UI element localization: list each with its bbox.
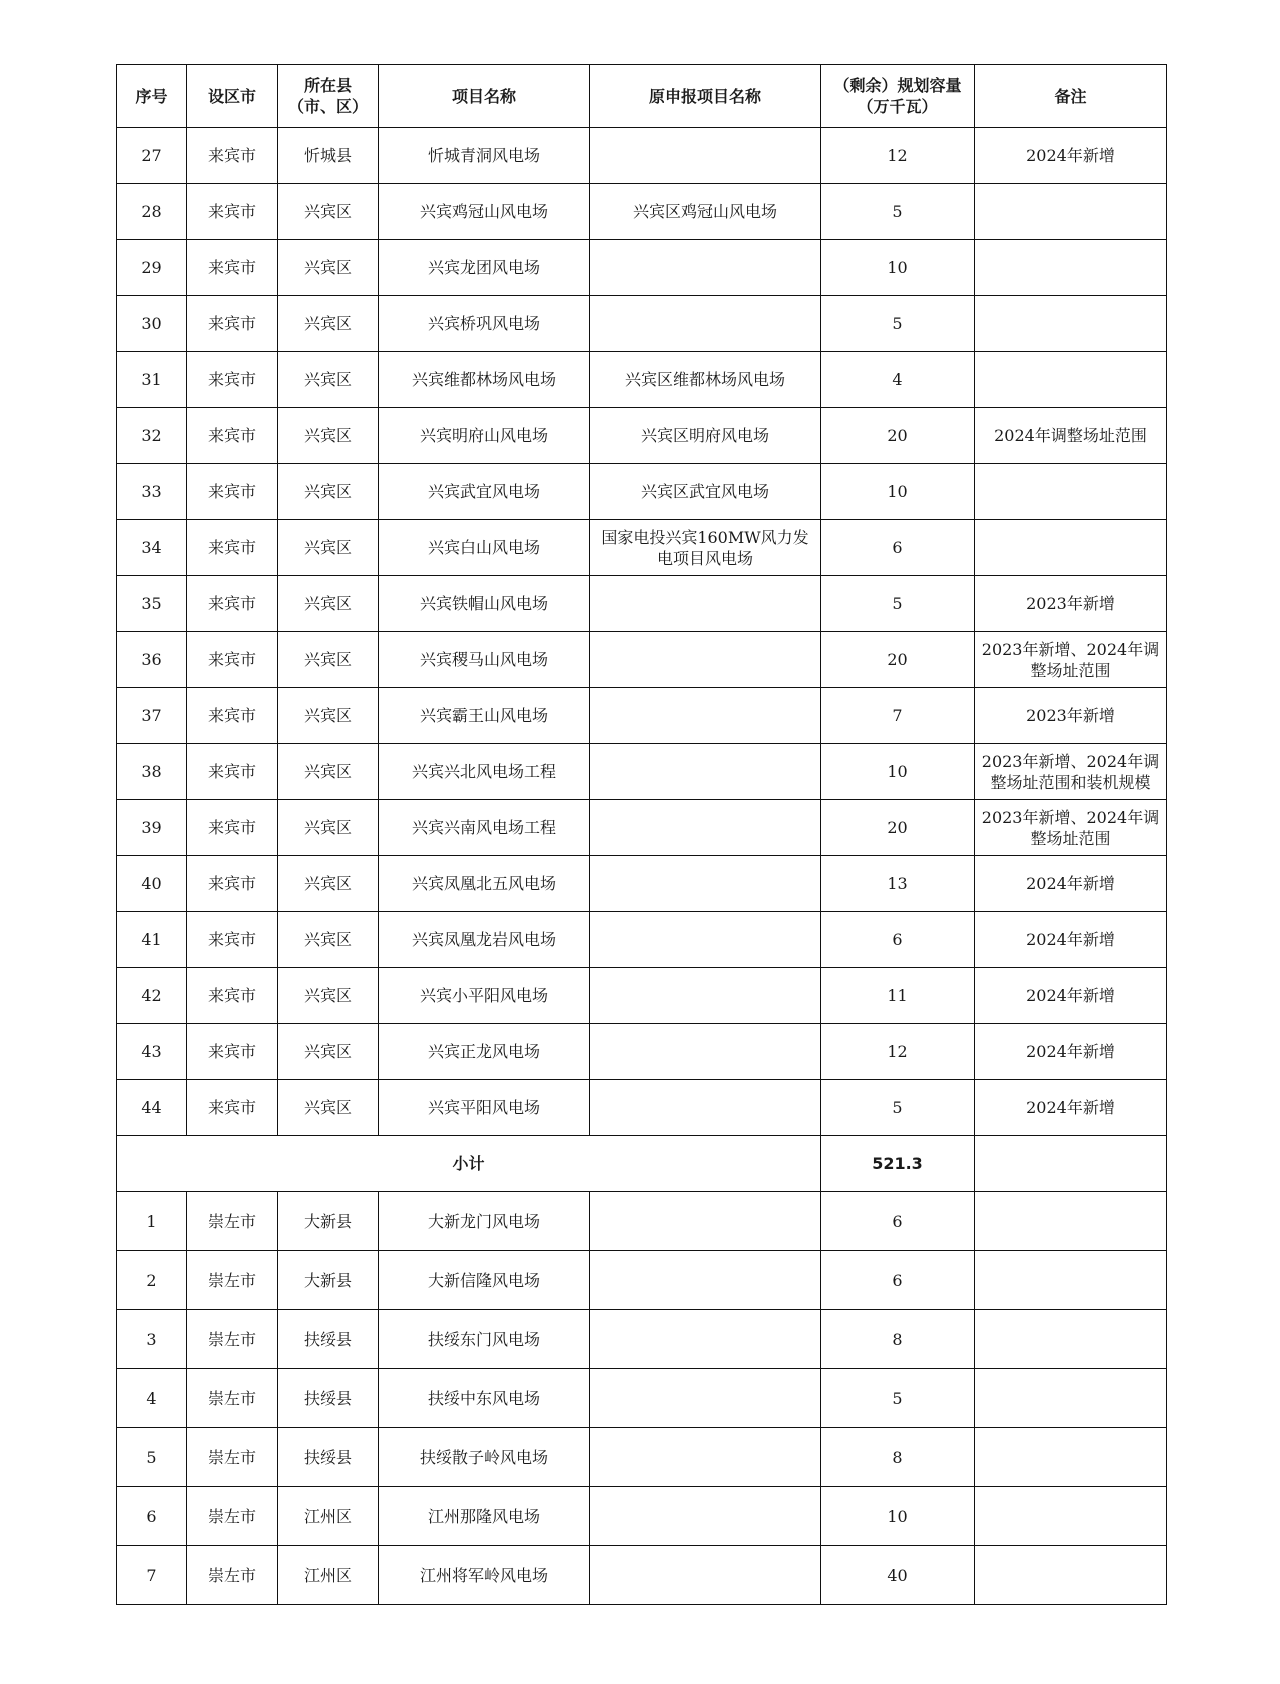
cell-capacity: 13 [821, 856, 975, 912]
cell-county: 扶绥县 [278, 1310, 379, 1369]
cell-county: 江州区 [278, 1546, 379, 1605]
cell-capacity: 10 [821, 464, 975, 520]
cell-serial-no: 43 [117, 1024, 187, 1080]
cell-county: 兴宾区 [278, 632, 379, 688]
cell-county: 大新县 [278, 1251, 379, 1310]
cell-capacity: 5 [821, 1369, 975, 1428]
cell-county: 兴宾区 [278, 408, 379, 464]
cell-remark [975, 1310, 1167, 1369]
cell-serial-no: 36 [117, 632, 187, 688]
cell-capacity: 6 [821, 912, 975, 968]
cell-serial-no: 33 [117, 464, 187, 520]
cell-original-project-name [590, 1024, 821, 1080]
cell-capacity: 40 [821, 1546, 975, 1605]
table-row [117, 800, 1167, 856]
cell-capacity: 12 [821, 128, 975, 184]
cell-city: 来宾市 [187, 296, 278, 352]
wind-farm-planning-table [116, 64, 1167, 1605]
cell-capacity: 8 [821, 1310, 975, 1369]
cell-project-name: 兴宾正龙风电场 [379, 1024, 590, 1080]
cell-remark: 2024年新增 [975, 128, 1167, 184]
cell-original-project-name [590, 968, 821, 1024]
header-city: 设区市 [187, 65, 278, 128]
cell-capacity: 6 [821, 1192, 975, 1251]
cell-county: 兴宾区 [278, 856, 379, 912]
cell-original-project-name [590, 1487, 821, 1546]
table-row [117, 1546, 1167, 1605]
table-row [117, 128, 1167, 184]
cell-serial-no: 38 [117, 744, 187, 800]
cell-remark [975, 184, 1167, 240]
cell-remark [975, 1428, 1167, 1487]
cell-city: 来宾市 [187, 968, 278, 1024]
cell-county: 江州区 [278, 1487, 379, 1546]
cell-county: 扶绥县 [278, 1369, 379, 1428]
table-row [117, 520, 1167, 576]
cell-project-name: 兴宾凤凰龙岩风电场 [379, 912, 590, 968]
cell-project-name: 兴宾小平阳风电场 [379, 968, 590, 1024]
cell-city: 崇左市 [187, 1251, 278, 1310]
cell-serial-no: 28 [117, 184, 187, 240]
table-row [117, 968, 1167, 1024]
cell-original-project-name [590, 632, 821, 688]
cell-remark [975, 1192, 1167, 1251]
subtotal-capacity: 521.3 [821, 1136, 975, 1192]
subtotal-label: 小计 [117, 1136, 821, 1192]
subtotal-row [117, 1136, 1167, 1192]
cell-remark: 2024年新增 [975, 968, 1167, 1024]
cell-serial-no: 7 [117, 1546, 187, 1605]
cell-original-project-name: 兴宾区鸡冠山风电场 [590, 184, 821, 240]
header-serial-no: 序号 [117, 65, 187, 128]
cell-project-name: 江州将军岭风电场 [379, 1546, 590, 1605]
table-body-chongzuo [117, 1192, 1167, 1605]
header-capacity-line2: （万千瓦） [857, 97, 938, 116]
cell-project-name: 兴宾霸王山风电场 [379, 688, 590, 744]
cell-serial-no: 2 [117, 1251, 187, 1310]
cell-capacity: 8 [821, 1428, 975, 1487]
cell-remark: 2024年新增 [975, 856, 1167, 912]
header-county-line1: 所在县 [303, 76, 352, 95]
cell-serial-no: 40 [117, 856, 187, 912]
table-row [117, 1192, 1167, 1251]
cell-serial-no: 5 [117, 1428, 187, 1487]
table-row [117, 184, 1167, 240]
cell-original-project-name: 兴宾区维都林场风电场 [590, 352, 821, 408]
cell-remark: 2024年新增 [975, 1080, 1167, 1136]
cell-original-project-name [590, 1251, 821, 1310]
table-row [117, 576, 1167, 632]
cell-project-name: 兴宾维都林场风电场 [379, 352, 590, 408]
cell-county: 兴宾区 [278, 800, 379, 856]
cell-project-name: 大新龙门风电场 [379, 1192, 590, 1251]
header-remark: 备注 [975, 65, 1167, 128]
cell-project-name: 扶绥散子岭风电场 [379, 1428, 590, 1487]
cell-serial-no: 29 [117, 240, 187, 296]
cell-county: 兴宾区 [278, 744, 379, 800]
cell-original-project-name: 兴宾区明府风电场 [590, 408, 821, 464]
cell-capacity: 12 [821, 1024, 975, 1080]
cell-remark [975, 240, 1167, 296]
header-original-project-name: 原申报项目名称 [590, 65, 821, 128]
cell-capacity: 5 [821, 184, 975, 240]
cell-remark: 2023年新增、2024年调整场址范围 [975, 800, 1167, 856]
cell-city: 崇左市 [187, 1192, 278, 1251]
cell-project-name: 兴宾龙团风电场 [379, 240, 590, 296]
cell-capacity: 11 [821, 968, 975, 1024]
cell-city: 来宾市 [187, 856, 278, 912]
table-header-row [117, 65, 1167, 128]
cell-city: 来宾市 [187, 128, 278, 184]
header-county [278, 65, 379, 128]
cell-county: 大新县 [278, 1192, 379, 1251]
cell-city: 崇左市 [187, 1487, 278, 1546]
cell-serial-no: 34 [117, 520, 187, 576]
cell-city: 来宾市 [187, 576, 278, 632]
table-row [117, 1487, 1167, 1546]
table-row [117, 408, 1167, 464]
cell-project-name: 兴宾铁帽山风电场 [379, 576, 590, 632]
cell-city: 崇左市 [187, 1546, 278, 1605]
cell-remark [975, 1369, 1167, 1428]
cell-remark [975, 1546, 1167, 1605]
cell-original-project-name [590, 1546, 821, 1605]
cell-serial-no: 27 [117, 128, 187, 184]
cell-project-name: 兴宾稷马山风电场 [379, 632, 590, 688]
cell-remark [975, 296, 1167, 352]
cell-city: 来宾市 [187, 464, 278, 520]
table-row [117, 352, 1167, 408]
cell-project-name: 忻城青洞风电场 [379, 128, 590, 184]
table-row [117, 744, 1167, 800]
cell-remark: 2024年新增 [975, 1024, 1167, 1080]
cell-serial-no: 44 [117, 1080, 187, 1136]
cell-remark: 2024年新增 [975, 912, 1167, 968]
cell-capacity: 10 [821, 1487, 975, 1546]
cell-city: 来宾市 [187, 352, 278, 408]
cell-remark [975, 352, 1167, 408]
cell-remark [975, 520, 1167, 576]
cell-capacity: 5 [821, 1080, 975, 1136]
cell-city: 来宾市 [187, 408, 278, 464]
table-row [117, 1080, 1167, 1136]
cell-serial-no: 6 [117, 1487, 187, 1546]
cell-remark [975, 464, 1167, 520]
cell-serial-no: 1 [117, 1192, 187, 1251]
table-row [117, 1369, 1167, 1428]
cell-city: 来宾市 [187, 688, 278, 744]
table-row [117, 1024, 1167, 1080]
cell-county: 兴宾区 [278, 968, 379, 1024]
cell-project-name: 兴宾凤凰北五风电场 [379, 856, 590, 912]
cell-capacity: 6 [821, 1251, 975, 1310]
cell-original-project-name [590, 800, 821, 856]
cell-original-project-name [590, 1428, 821, 1487]
cell-capacity: 6 [821, 520, 975, 576]
cell-original-project-name [590, 1310, 821, 1369]
cell-city: 来宾市 [187, 184, 278, 240]
cell-county: 兴宾区 [278, 1080, 379, 1136]
cell-city: 来宾市 [187, 744, 278, 800]
cell-project-name: 兴宾白山风电场 [379, 520, 590, 576]
cell-capacity: 7 [821, 688, 975, 744]
cell-serial-no: 35 [117, 576, 187, 632]
cell-county: 兴宾区 [278, 576, 379, 632]
cell-city: 崇左市 [187, 1369, 278, 1428]
table-row [117, 464, 1167, 520]
table-row [117, 1310, 1167, 1369]
table-row [117, 912, 1167, 968]
cell-city: 崇左市 [187, 1428, 278, 1487]
cell-original-project-name: 国家电投兴宾160MW风力发电项目风电场 [590, 520, 821, 576]
cell-county: 扶绥县 [278, 1428, 379, 1487]
table-row [117, 632, 1167, 688]
cell-project-name: 扶绥东门风电场 [379, 1310, 590, 1369]
cell-serial-no: 31 [117, 352, 187, 408]
cell-serial-no: 30 [117, 296, 187, 352]
cell-project-name: 兴宾明府山风电场 [379, 408, 590, 464]
cell-capacity: 10 [821, 240, 975, 296]
header-capacity [821, 65, 975, 128]
cell-project-name: 江州那隆风电场 [379, 1487, 590, 1546]
cell-project-name: 兴宾武宜风电场 [379, 464, 590, 520]
cell-county: 兴宾区 [278, 1024, 379, 1080]
cell-serial-no: 3 [117, 1310, 187, 1369]
cell-county: 兴宾区 [278, 912, 379, 968]
cell-original-project-name [590, 296, 821, 352]
cell-project-name: 兴宾兴南风电场工程 [379, 800, 590, 856]
cell-city: 来宾市 [187, 800, 278, 856]
cell-original-project-name [590, 744, 821, 800]
cell-original-project-name [590, 856, 821, 912]
cell-original-project-name [590, 1080, 821, 1136]
cell-capacity: 20 [821, 800, 975, 856]
table-body-subtotal [117, 1136, 1167, 1192]
cell-capacity: 20 [821, 408, 975, 464]
table-row [117, 856, 1167, 912]
table-body-laibin [117, 128, 1167, 1136]
cell-serial-no: 4 [117, 1369, 187, 1428]
cell-serial-no: 41 [117, 912, 187, 968]
cell-serial-no: 39 [117, 800, 187, 856]
cell-county: 兴宾区 [278, 296, 379, 352]
header-capacity-line1: （剩余）规划容量 [833, 76, 962, 95]
cell-serial-no: 37 [117, 688, 187, 744]
cell-city: 来宾市 [187, 240, 278, 296]
cell-remark: 2024年调整场址范围 [975, 408, 1167, 464]
subtotal-remark [975, 1136, 1167, 1192]
cell-remark [975, 1487, 1167, 1546]
cell-remark: 2023年新增、2024年调整场址范围 [975, 632, 1167, 688]
cell-city: 来宾市 [187, 1080, 278, 1136]
cell-remark: 2023年新增 [975, 688, 1167, 744]
cell-capacity: 20 [821, 632, 975, 688]
cell-original-project-name [590, 576, 821, 632]
cell-capacity: 4 [821, 352, 975, 408]
cell-original-project-name [590, 688, 821, 744]
cell-project-name: 兴宾平阳风电场 [379, 1080, 590, 1136]
cell-city: 来宾市 [187, 912, 278, 968]
cell-project-name: 扶绥中东风电场 [379, 1369, 590, 1428]
cell-remark: 2023年新增 [975, 576, 1167, 632]
cell-original-project-name [590, 1369, 821, 1428]
cell-original-project-name [590, 240, 821, 296]
cell-county: 忻城县 [278, 128, 379, 184]
cell-county: 兴宾区 [278, 352, 379, 408]
cell-original-project-name [590, 128, 821, 184]
cell-county: 兴宾区 [278, 520, 379, 576]
cell-remark [975, 1251, 1167, 1310]
cell-original-project-name [590, 912, 821, 968]
header-county-line2: （市、区） [287, 97, 368, 116]
cell-original-project-name: 兴宾区武宜风电场 [590, 464, 821, 520]
cell-city: 崇左市 [187, 1310, 278, 1369]
cell-county: 兴宾区 [278, 184, 379, 240]
cell-capacity: 10 [821, 744, 975, 800]
cell-project-name: 兴宾兴北风电场工程 [379, 744, 590, 800]
table-row [117, 1428, 1167, 1487]
table-row [117, 240, 1167, 296]
cell-project-name: 大新信隆风电场 [379, 1251, 590, 1310]
cell-city: 来宾市 [187, 1024, 278, 1080]
cell-project-name: 兴宾桥巩风电场 [379, 296, 590, 352]
table-row [117, 1251, 1167, 1310]
header-project-name: 项目名称 [379, 65, 590, 128]
cell-original-project-name [590, 1192, 821, 1251]
table-row [117, 688, 1167, 744]
cell-serial-no: 32 [117, 408, 187, 464]
cell-capacity: 5 [821, 296, 975, 352]
cell-remark: 2023年新增、2024年调整场址范围和装机规模 [975, 744, 1167, 800]
cell-county: 兴宾区 [278, 688, 379, 744]
cell-county: 兴宾区 [278, 240, 379, 296]
cell-city: 来宾市 [187, 632, 278, 688]
table-row [117, 296, 1167, 352]
cell-city: 来宾市 [187, 520, 278, 576]
cell-project-name: 兴宾鸡冠山风电场 [379, 184, 590, 240]
cell-county: 兴宾区 [278, 464, 379, 520]
cell-serial-no: 42 [117, 968, 187, 1024]
cell-capacity: 5 [821, 576, 975, 632]
